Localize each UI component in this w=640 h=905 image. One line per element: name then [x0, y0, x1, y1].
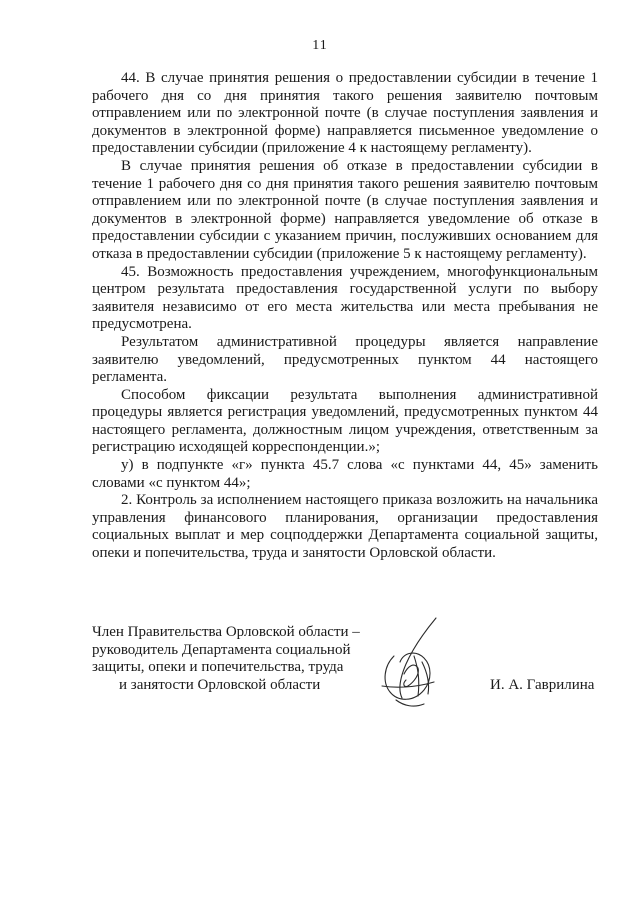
paragraph-control: 2. Контроль за исполнением настоящего приказа возложить на начальника управления финансового планирования, организации предоставления социальных выплат и мер соцподдержки Департамента социальной защиты, опеки и попечительства, труда и занятости Орловской области.	[92, 492, 598, 562]
paragraph-45: 45. Возможность предоставления учреждением, многофункциональным центром результата предоставления государственной услуги по выбору заявителя независимо от его места жительства или места пребывания не предусмотрена.	[92, 263, 598, 333]
page-number: 11	[312, 38, 328, 53]
handwritten-signature	[374, 616, 454, 712]
signatory-name: И. А. Гаврилина	[490, 677, 595, 693]
paragraph-refusal: В случае принятия решения об отказе в предоставлении субсидии в течение 1 рабочего дня со дня принятия такого решения заявителю почтовым отправлением или по электронной почте (в случае поступления заявления и документов в электронной форме) направляется уведомление об отказе в предоставлении субсидии с указанием причин, послуживших основанием для отказа в предоставлении субсидии (приложение 5 к настоящему регламенту).	[92, 157, 598, 262]
paragraph-fixation: Способом фиксации результата выполнения административной процедуры является регистрация уведомлений, предусмотренных пунктом 44 настоящего регламента, должностным лицом учреждения, ответственным за регистрацию исходящей корреспонденции.»;	[92, 386, 598, 456]
signatory-position-line: и занятости Орловской области	[119, 676, 321, 693]
signatory-position-line: защиты, опеки и попечительства, труда	[92, 659, 344, 676]
signature-block	[92, 624, 602, 704]
paragraph-44: 44. В случае принятия решения о предоставлении субсидии в течение 1 рабочего дня со дня принятия такого решения заявителю почтовым отправлением или по электронной почте (в случае поступления заявления и документов в электронной форме) направляется письменное уведомление о предоставлении субсидии (приложение 4 к настоящему регламенту).	[92, 70, 598, 157]
signatory-position	[92, 624, 360, 694]
paragraph-amendment-u: у) в подпункте «г» пункта 45.7 слова «с пунктами 44, 45» заменить словами «с пунктом 44»;	[92, 457, 598, 491]
signatory-position-line: руководитель Департамента социальной	[92, 641, 351, 658]
signatory-position-line: Член Правительства Орловской области –	[92, 624, 360, 640]
paragraph-result: Результатом административной процедуры является направление заявителю уведомлений, предусмотренных пунктом 44 настоящего регламента.	[92, 333, 598, 386]
document-body	[92, 70, 598, 563]
